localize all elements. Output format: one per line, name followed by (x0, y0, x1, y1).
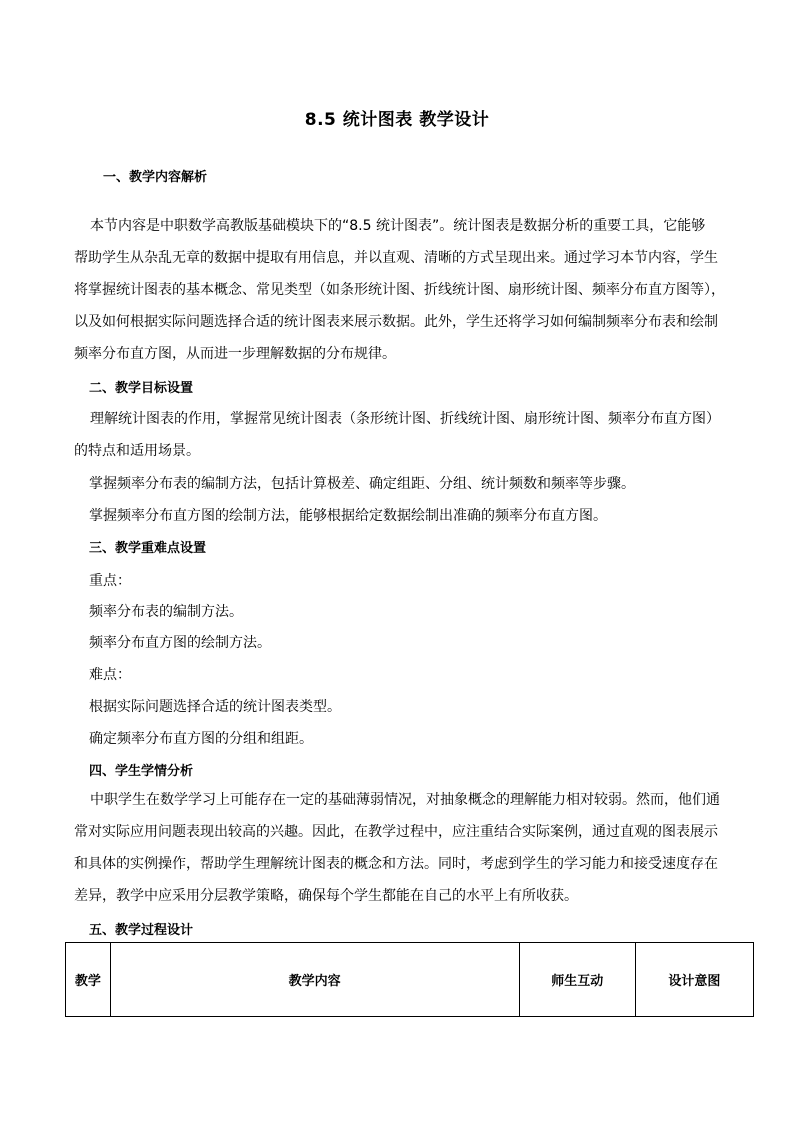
paragraph-line: 理解统计图表的作用，掌握常见统计图表（条形统计图、折线统计图、扇形统计图、频率分布直方图） (90, 411, 720, 427)
table-header-cell: 教学 (66, 943, 111, 1017)
section-2-heading: 二、教学目标设置 (89, 381, 194, 396)
paragraph-line: 中职学生在数学学习上可能存在一定的基础薄弱情况，对抽象概念的理解能力相对较弱。然而，他们通 (90, 792, 720, 808)
paragraph-line: 的特点和适用场景。 (74, 443, 200, 459)
goal-1-paragraph (74, 403, 734, 467)
table-header-cell: 教学内容 (110, 943, 519, 1017)
key-point-1: 频率分布表的编制方法。 (89, 604, 243, 620)
table-header-cell: 师生互动 (519, 943, 635, 1017)
paragraph-line: 频率分布直方图，从而进一步理解数据的分布规律。 (74, 346, 396, 362)
section-1-paragraph (74, 210, 734, 370)
paragraph-line: 和具体的实例操作，帮助学生理解统计图表的概念和方法。同时，考虑到学生的学习能力和接受速度存在 (74, 856, 718, 872)
difficult-points-label: 难点： (89, 667, 131, 683)
section-5-heading: 五、教学过程设计 (89, 923, 194, 938)
key-points-label: 重点： (89, 573, 131, 589)
paragraph-line: 常对实际应用问题表现出较高的兴趣。因此，在教学过程中，应注重结合实际案例，通过直观的图表展示 (74, 824, 718, 840)
difficult-point-1: 根据实际问题选择合适的统计图表类型。 (89, 699, 341, 715)
paragraph-line: 本节内容是中职数学高教版基础模块下的“8.5 统计图表”。统计图表是数据分析的重要工具，它能够 (90, 218, 706, 234)
goal-2-line: 掌握频率分布表的编制方法，包括计算极差、确定组距、分组、统计频数和频率等步骤。 (89, 476, 635, 492)
paragraph-line: 差异，教学中应采用分层教学策略，确保每个学生都能在自己的水平上有所收获。 (74, 888, 578, 904)
key-point-2: 频率分布直方图的绘制方法。 (89, 635, 271, 651)
paragraph-line: 将掌握统计图表的基本概念、常见类型（如条形统计图、折线统计图、扇形统计图、频率分布直方图等）， (74, 282, 725, 298)
table-header-cell: 设计意图 (635, 943, 753, 1017)
section-4-heading: 四、学生学情分析 (89, 764, 194, 779)
goal-3-line: 掌握频率分布直方图的绘制方法，能够根据给定数据绘制出准确的频率分布直方图。 (89, 508, 607, 524)
section-3-heading: 三、教学重难点设置 (89, 541, 207, 556)
paragraph-line: 以及如何根据实际问题选择合适的统计图表来展示数据。此外，学生还将学习如何编制频率分布表和绘制 (74, 314, 718, 330)
paragraph-line: 帮助学生从杂乱无章的数据中提取有用信息，并以直观、清晰的方式呈现出来。通过学习本节内容，学生 (74, 250, 718, 266)
section-4-paragraph (74, 784, 734, 912)
page-title: 8.5 统计图表 教学设计 (304, 110, 490, 130)
table-header-row (66, 943, 754, 1017)
difficult-point-2: 确定频率分布直方图的分组和组距。 (89, 731, 313, 747)
teaching-process-table (65, 942, 754, 1017)
section-1-heading: 一、教学内容解析 (103, 170, 208, 185)
